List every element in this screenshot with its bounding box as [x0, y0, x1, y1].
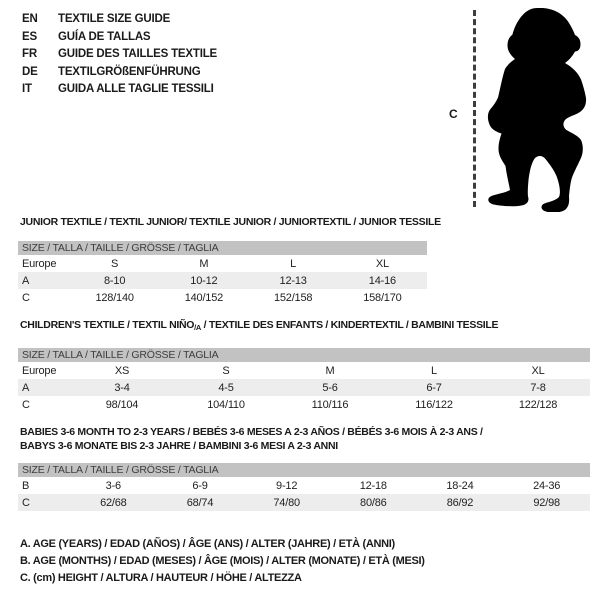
lang-label: GUIDE DES TAILLES TEXTILE [58, 48, 217, 61]
cell: S [111, 257, 119, 270]
cell: XL [375, 257, 389, 270]
cell: 140/152 [184, 291, 224, 304]
row-label: Europe [22, 364, 57, 377]
babies-section-title-line1: BABIES 3-6 MONTH TO 2-3 YEARS / BEBÉS 3-6 MESES A 2-3 AÑOS / BÉBÉS 3-6 MOIS À 2-3 ANS / [20, 426, 483, 438]
lang-code: ES [22, 30, 37, 43]
lang-row-fr [22, 46, 217, 64]
cell: 122/128 [518, 398, 558, 411]
lang-row-es [22, 29, 217, 47]
footnote-c: C. (cm) HEIGHT / ALTURA / HAUTEUR / HÖHE / ALTEZZA [20, 572, 302, 584]
cell: 6-7 [426, 381, 442, 394]
row-label: C [22, 496, 30, 509]
table-row [18, 289, 427, 306]
baby-silhouette-icon [485, 6, 600, 212]
table-row [18, 255, 427, 272]
cell: M [325, 364, 335, 377]
cell: 152/158 [273, 291, 313, 304]
cell: M [199, 257, 209, 270]
cell: 7-8 [530, 381, 546, 394]
cell: 74/80 [273, 496, 300, 509]
cell: 98/104 [105, 398, 139, 411]
children-title-sub: /A [194, 323, 202, 332]
cell: 86/92 [446, 496, 474, 509]
cell: 5-6 [322, 381, 338, 394]
cell: S [222, 364, 230, 377]
cell: 4-5 [218, 381, 234, 394]
row-label: C [22, 291, 30, 304]
cell: 9-12 [276, 479, 298, 492]
lang-row-it [22, 81, 217, 99]
lang-label: GUÍA DE TALLAS [58, 30, 151, 43]
cell: XL [531, 364, 545, 377]
cell: 158/170 [363, 291, 402, 304]
cell: 8-10 [104, 274, 126, 287]
cell: 18-24 [446, 479, 474, 492]
cell: L [290, 257, 297, 270]
cell: 6-9 [192, 479, 208, 492]
footnotes [20, 536, 425, 587]
junior-section-title: JUNIOR TEXTILE / TEXTIL JUNIOR/ TEXTILE JUNIOR / JUNIORTEXTIL / JUNIOR TESSILE [20, 216, 441, 228]
cell: 24-36 [533, 479, 561, 492]
table-row [18, 396, 590, 413]
lang-label: TEXTILGRÖßENFÜHRUNG [58, 65, 201, 78]
footnote-b: B. AGE (MONTHS) / EDAD (MESES) / ÂGE (MOIS) / ALTER (MONATE) / ETÀ (MESI) [20, 555, 425, 567]
cell: L [431, 364, 437, 377]
cell: 68/74 [186, 496, 214, 509]
cell: 104/110 [207, 398, 245, 411]
children-size-header: SIZE / TALLA / TAILLE / GRÖSSE / TAGLIA [18, 348, 590, 362]
row-label: Europe [22, 257, 57, 270]
cell: 62/68 [100, 496, 127, 509]
cell: 110/116 [311, 398, 349, 411]
junior-size-table [18, 241, 427, 306]
babies-size-header: SIZE / TALLA / TAILLE / GRÖSSE / TAGLIA [18, 463, 590, 477]
lang-code: EN [22, 13, 38, 25]
table-row [18, 272, 427, 289]
cell: 12-18 [359, 479, 387, 492]
lang-label: GUIDA ALLE TAGLIE TESSILI [58, 83, 214, 96]
children-section-title [20, 319, 498, 332]
cell: 12-13 [279, 274, 307, 287]
babies-size-table [18, 463, 590, 511]
row-label: A [22, 381, 30, 394]
cell: 3-4 [114, 381, 130, 394]
children-title-post: / TEXTILE DES ENFANTS / KINDERTEXTIL / BAMBINI TESSILE [201, 319, 499, 331]
junior-size-header: SIZE / TALLA / TAILLE / GRÖSSE / TAGLIA [18, 241, 427, 255]
table-row [18, 477, 590, 494]
row-label: B [22, 479, 30, 492]
table-row [18, 494, 590, 511]
cell: 92/98 [533, 496, 560, 509]
cell: XS [114, 364, 130, 377]
table-row [18, 362, 590, 379]
lang-code: FR [22, 48, 37, 61]
row-label: C [22, 398, 30, 411]
lang-label: TEXTILE SIZE GUIDE [58, 13, 171, 25]
height-measure-label: C [449, 107, 458, 121]
footnote-a: A. AGE (YEARS) / EDAD (AÑOS) / ÂGE (ANS) / ALTER (JAHRE) / ETÀ (ANNI) [20, 538, 395, 550]
cell: 3-6 [105, 479, 121, 492]
lang-code: IT [22, 83, 32, 96]
table-row [18, 379, 590, 396]
cell: 80/86 [360, 496, 387, 509]
lang-row-de [22, 64, 217, 82]
cell: 116/122 [415, 398, 453, 411]
row-label: A [22, 274, 30, 287]
cell: 14-16 [368, 274, 396, 287]
lang-row-en [22, 11, 217, 29]
babies-section-title-line2: BABYS 3-6 MONATE BIS 2-3 JAHRE / BAMBINI 3-6 MESI A 2-3 ANNI [20, 440, 338, 452]
children-title-pre: CHILDREN'S TEXTILE / TEXTIL NIÑO [20, 319, 195, 331]
height-measure-line [473, 10, 476, 207]
children-size-table [18, 348, 590, 413]
cell: 10-12 [190, 274, 218, 287]
language-legend [22, 11, 217, 99]
lang-code: DE [22, 65, 38, 78]
cell: 128/140 [95, 291, 134, 304]
